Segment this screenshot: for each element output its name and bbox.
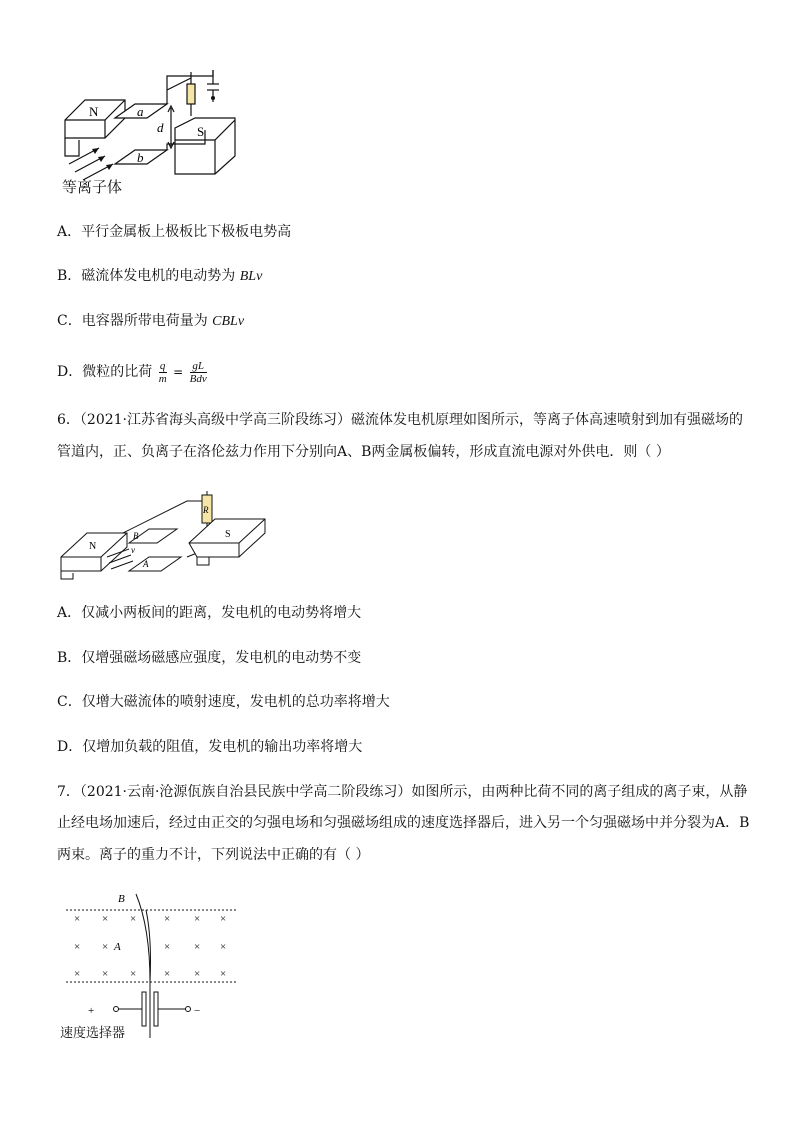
- svg-text:×: ×: [164, 941, 171, 953]
- label-n: N: [89, 104, 99, 119]
- fraction-gl-over-bdv: $\frac{gL}{\text{Bdv}}$: [189, 359, 207, 385]
- q5-option-a: A．平行金属板上极板比下极板电势高: [57, 224, 292, 240]
- q6-stem-line2: 管道内，正、负离子在洛伦兹力作用下分别向A、B两金属板偏转，形成直流电源对外供电．则（ ）: [57, 444, 670, 460]
- svg-text:×: ×: [130, 913, 137, 925]
- q7-stem-line2: 止经电场加速后，经过由正交的匀强电场和匀强磁场组成的速度选择器后，进入另一个匀强磁场中并分裂为A．B: [57, 815, 750, 831]
- label-a: A: [143, 559, 149, 569]
- q7-stem-line3: 两束。离子的重力不计，下列说法中正确的有（ ）: [57, 847, 370, 863]
- svg-text:×: ×: [74, 968, 81, 980]
- svg-text:×: ×: [164, 968, 171, 980]
- svg-text:×: ×: [220, 968, 227, 980]
- q5-option-d: D．微粒的比荷 $\frac{q}{m}$ = $\frac{gL}{\text{Bdv}}$: [57, 359, 207, 385]
- label-a: a: [137, 104, 144, 119]
- q5-option-b: B．磁流体发电机的电动势为 BLv: [57, 268, 263, 284]
- svg-text:×: ×: [194, 941, 201, 953]
- svg-text:×: ×: [194, 913, 201, 925]
- label-s: S: [197, 124, 205, 139]
- label-b: B: [118, 893, 125, 905]
- q7-stem-line1: 7．（2021·云南·沧源佤族自治县民族中学高二阶段练习）如图所示，由两种比荷不同的离子组成的离子束，从静: [57, 784, 748, 800]
- svg-text:×: ×: [164, 913, 171, 925]
- label-b: b: [137, 150, 144, 165]
- q6-option-c: C．仅增大磁流体的喷射速度，发电机的总功率将增大: [57, 694, 390, 710]
- svg-text:×: ×: [194, 968, 201, 980]
- figure1-caption: 等离子体: [62, 178, 123, 196]
- fraction-q-over-m: $\frac{q}{m}$: [158, 359, 167, 385]
- label-v: v: [131, 545, 135, 555]
- q6-option-a: A．仅减小两板间的距离，发电机的电动势将增大: [57, 605, 362, 621]
- svg-text:×: ×: [130, 968, 137, 980]
- svg-text:×: ×: [102, 968, 109, 980]
- label-minus: −: [194, 1005, 201, 1017]
- svg-text:×: ×: [102, 913, 109, 925]
- label-a: A: [114, 941, 121, 953]
- q6-stem-line1: 6．（2021·江苏省海头高级中学高三阶段练习）磁流体发电机原理如图所示，等离子体高速喷射到加有强磁场的: [57, 412, 743, 428]
- label-n: N: [89, 541, 97, 552]
- label-plus: +: [88, 1005, 95, 1017]
- svg-text:×: ×: [220, 913, 227, 925]
- label-r: R: [203, 505, 209, 515]
- svg-text:×: ×: [102, 941, 109, 953]
- q6-option-d: D．仅增加负载的阻值，发电机的输出功率将增大: [57, 739, 363, 755]
- figure-velocity-selector: [60, 888, 240, 1043]
- q6-option-b: B．仅增强磁场磁感应强度，发电机的电动势不变: [57, 650, 362, 666]
- svg-text:×: ×: [220, 941, 227, 953]
- label-s: S: [225, 529, 231, 540]
- figure-mhd-generator: [57, 485, 272, 580]
- label-d: d: [157, 120, 164, 135]
- label-b: B: [133, 531, 139, 541]
- svg-text:×: ×: [74, 913, 81, 925]
- svg-text:×: ×: [74, 941, 81, 953]
- q5-option-c: C．电容器所带电荷量为 CBLv: [57, 313, 245, 329]
- q7-figure-caption: 速度选择器: [60, 1026, 126, 1041]
